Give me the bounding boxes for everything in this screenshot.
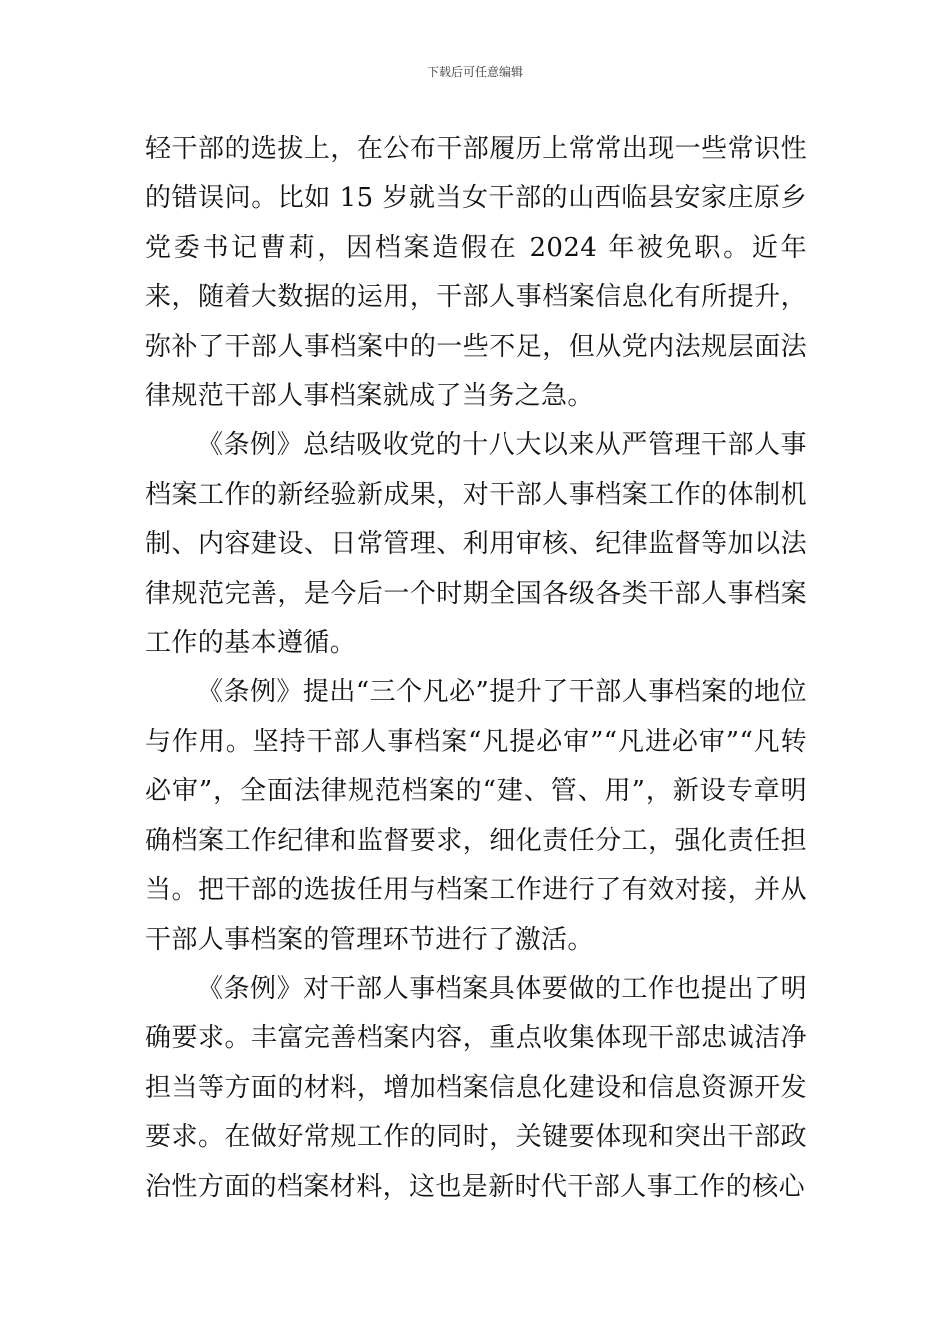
page-header: 下载后可任意编辑 bbox=[426, 65, 523, 79]
paragraph: 《条例》提出“三个凡必”提升了干部人事档案的地位与作用。坚持干部人事档案“凡提必审”“凡进必审”“凡转必审”，全面法律规范档案的“建、管、用”，新设专章明确档案工作纪律和监督要求，细化责任分工，强化责任担当。把干部的选拔任用与档案工作进行了有效对接，并从干部人事档案的管理环节进行了激活。 bbox=[145, 677, 807, 955]
document-body bbox=[145, 125, 807, 1212]
paragraph: 《条例》对干部人事档案具体要做的工作也提出了明确要求。丰富完善档案内容，重点收集体现干部忠诚洁净担当等方面的材料，增加档案信息化建设和信息资源开发要求。在做好常规工作的同时，关键要体现和突出干部政治性方面的档案材料，这也是新时代干部人事工作的核心 bbox=[145, 973, 807, 1202]
paragraph-continuation: 轻干部的选拔上，在公布干部履历上常常出现一些常识性的错误问。比如 15 岁就当女干部的山西临县安家庄原乡党委书记曹莉，因档案造假在 2024 年被免职。近年来，随着大数据的运用，干部人事档案信息化有所提升，弥补了干部人事档案中的一些不足，但从党内法规层面法律规范干部人事档案就成了当务之急。 bbox=[145, 134, 807, 412]
paragraph: 《条例》总结吸收党的十八大以来从严管理干部人事档案工作的新经验新成果，对干部人事档案工作的体制机制、内容建设、日常管理、利用审核、纪律监督等加以法律规范完善，是今后一个时期全国各级各类干部人事档案工作的基本遵循。 bbox=[145, 430, 807, 659]
